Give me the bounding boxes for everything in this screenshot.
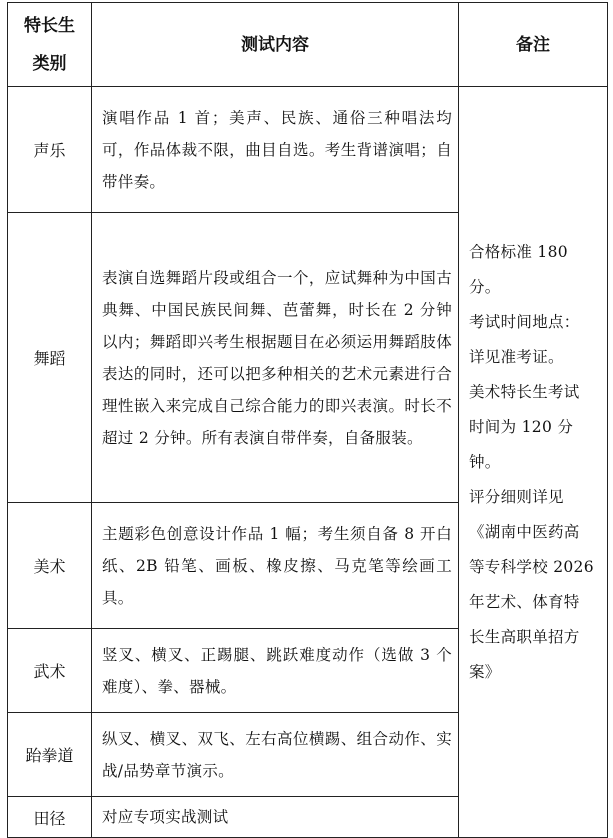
category-cell: 武术 (8, 629, 92, 713)
remark-line: 时间为 120 分钟。 (469, 417, 574, 471)
remark-line: 考试时间地点： (469, 312, 580, 331)
category-cell: 田径 (8, 797, 92, 838)
table-header-row (8, 3, 608, 87)
header-remark: 备注 (459, 3, 608, 87)
remark-line: 《湖南中医药高 (469, 522, 580, 541)
remark-line: 案》 (469, 662, 501, 681)
category-cell: 跆拳道 (8, 713, 92, 797)
header-category (8, 3, 92, 87)
content-cell: 演唱作品 1 首；美声、民族、通俗三种唱法均可，作品体裁不限，曲目自选。考生背谱演唱；自带伴奏。 (92, 87, 459, 213)
header-category-line2: 类别 (32, 53, 67, 74)
category-cell: 舞蹈 (8, 213, 92, 503)
content-cell: 主题彩色创意设计作品 1 幅；考生须自备 8 开白纸、2B 铅笔、画板、橡皮擦、马克笔等绘画工具。 (92, 503, 459, 629)
content-cell: 纵叉、横叉、双飞、左右高位横踢、组合动作、实战/品势章节演示。 (92, 713, 459, 797)
remark-line: 详见准考证。 (469, 347, 564, 366)
test-content-table (7, 2, 608, 838)
header-category-line1: 特长生 (24, 15, 75, 36)
admission-test-table-document (7, 2, 607, 836)
remark-line: 等专科学校 2026 (469, 557, 594, 576)
content-cell: 表演自选舞蹈片段或组合一个，应试舞种为中国古典舞、中国民族民间舞、芭蕾舞，时长在 2 分钟以内；舞蹈即兴考生根据题目在必须运用舞蹈肢体表达的同时，还可以把多种相关的艺术元素进行合理性嵌入来完成自己综合能力的即兴表演。时长不超过 2 分钟。所有表演自带伴奏，自备服装。 (92, 213, 459, 503)
header-content: 测试内容 (92, 3, 459, 87)
table-row (8, 87, 608, 213)
content-cell: 对应专项实战测试 (92, 797, 459, 838)
remark-line: 美术特长生考试 (469, 382, 580, 401)
category-cell: 声乐 (8, 87, 92, 213)
remark-line: 长生高职单招方 (469, 627, 580, 646)
remark-cell (459, 87, 608, 838)
category-cell: 美术 (8, 503, 92, 629)
content-cell: 竖叉、横叉、正踢腿、跳跃难度动作（选做 3 个难度）、拳、器械。 (92, 629, 459, 713)
remark-line: 评分细则详见 (469, 487, 564, 506)
remark-line: 年艺术、体育特 (469, 592, 580, 611)
remark-line: 合格标准 180 分。 (469, 242, 568, 296)
